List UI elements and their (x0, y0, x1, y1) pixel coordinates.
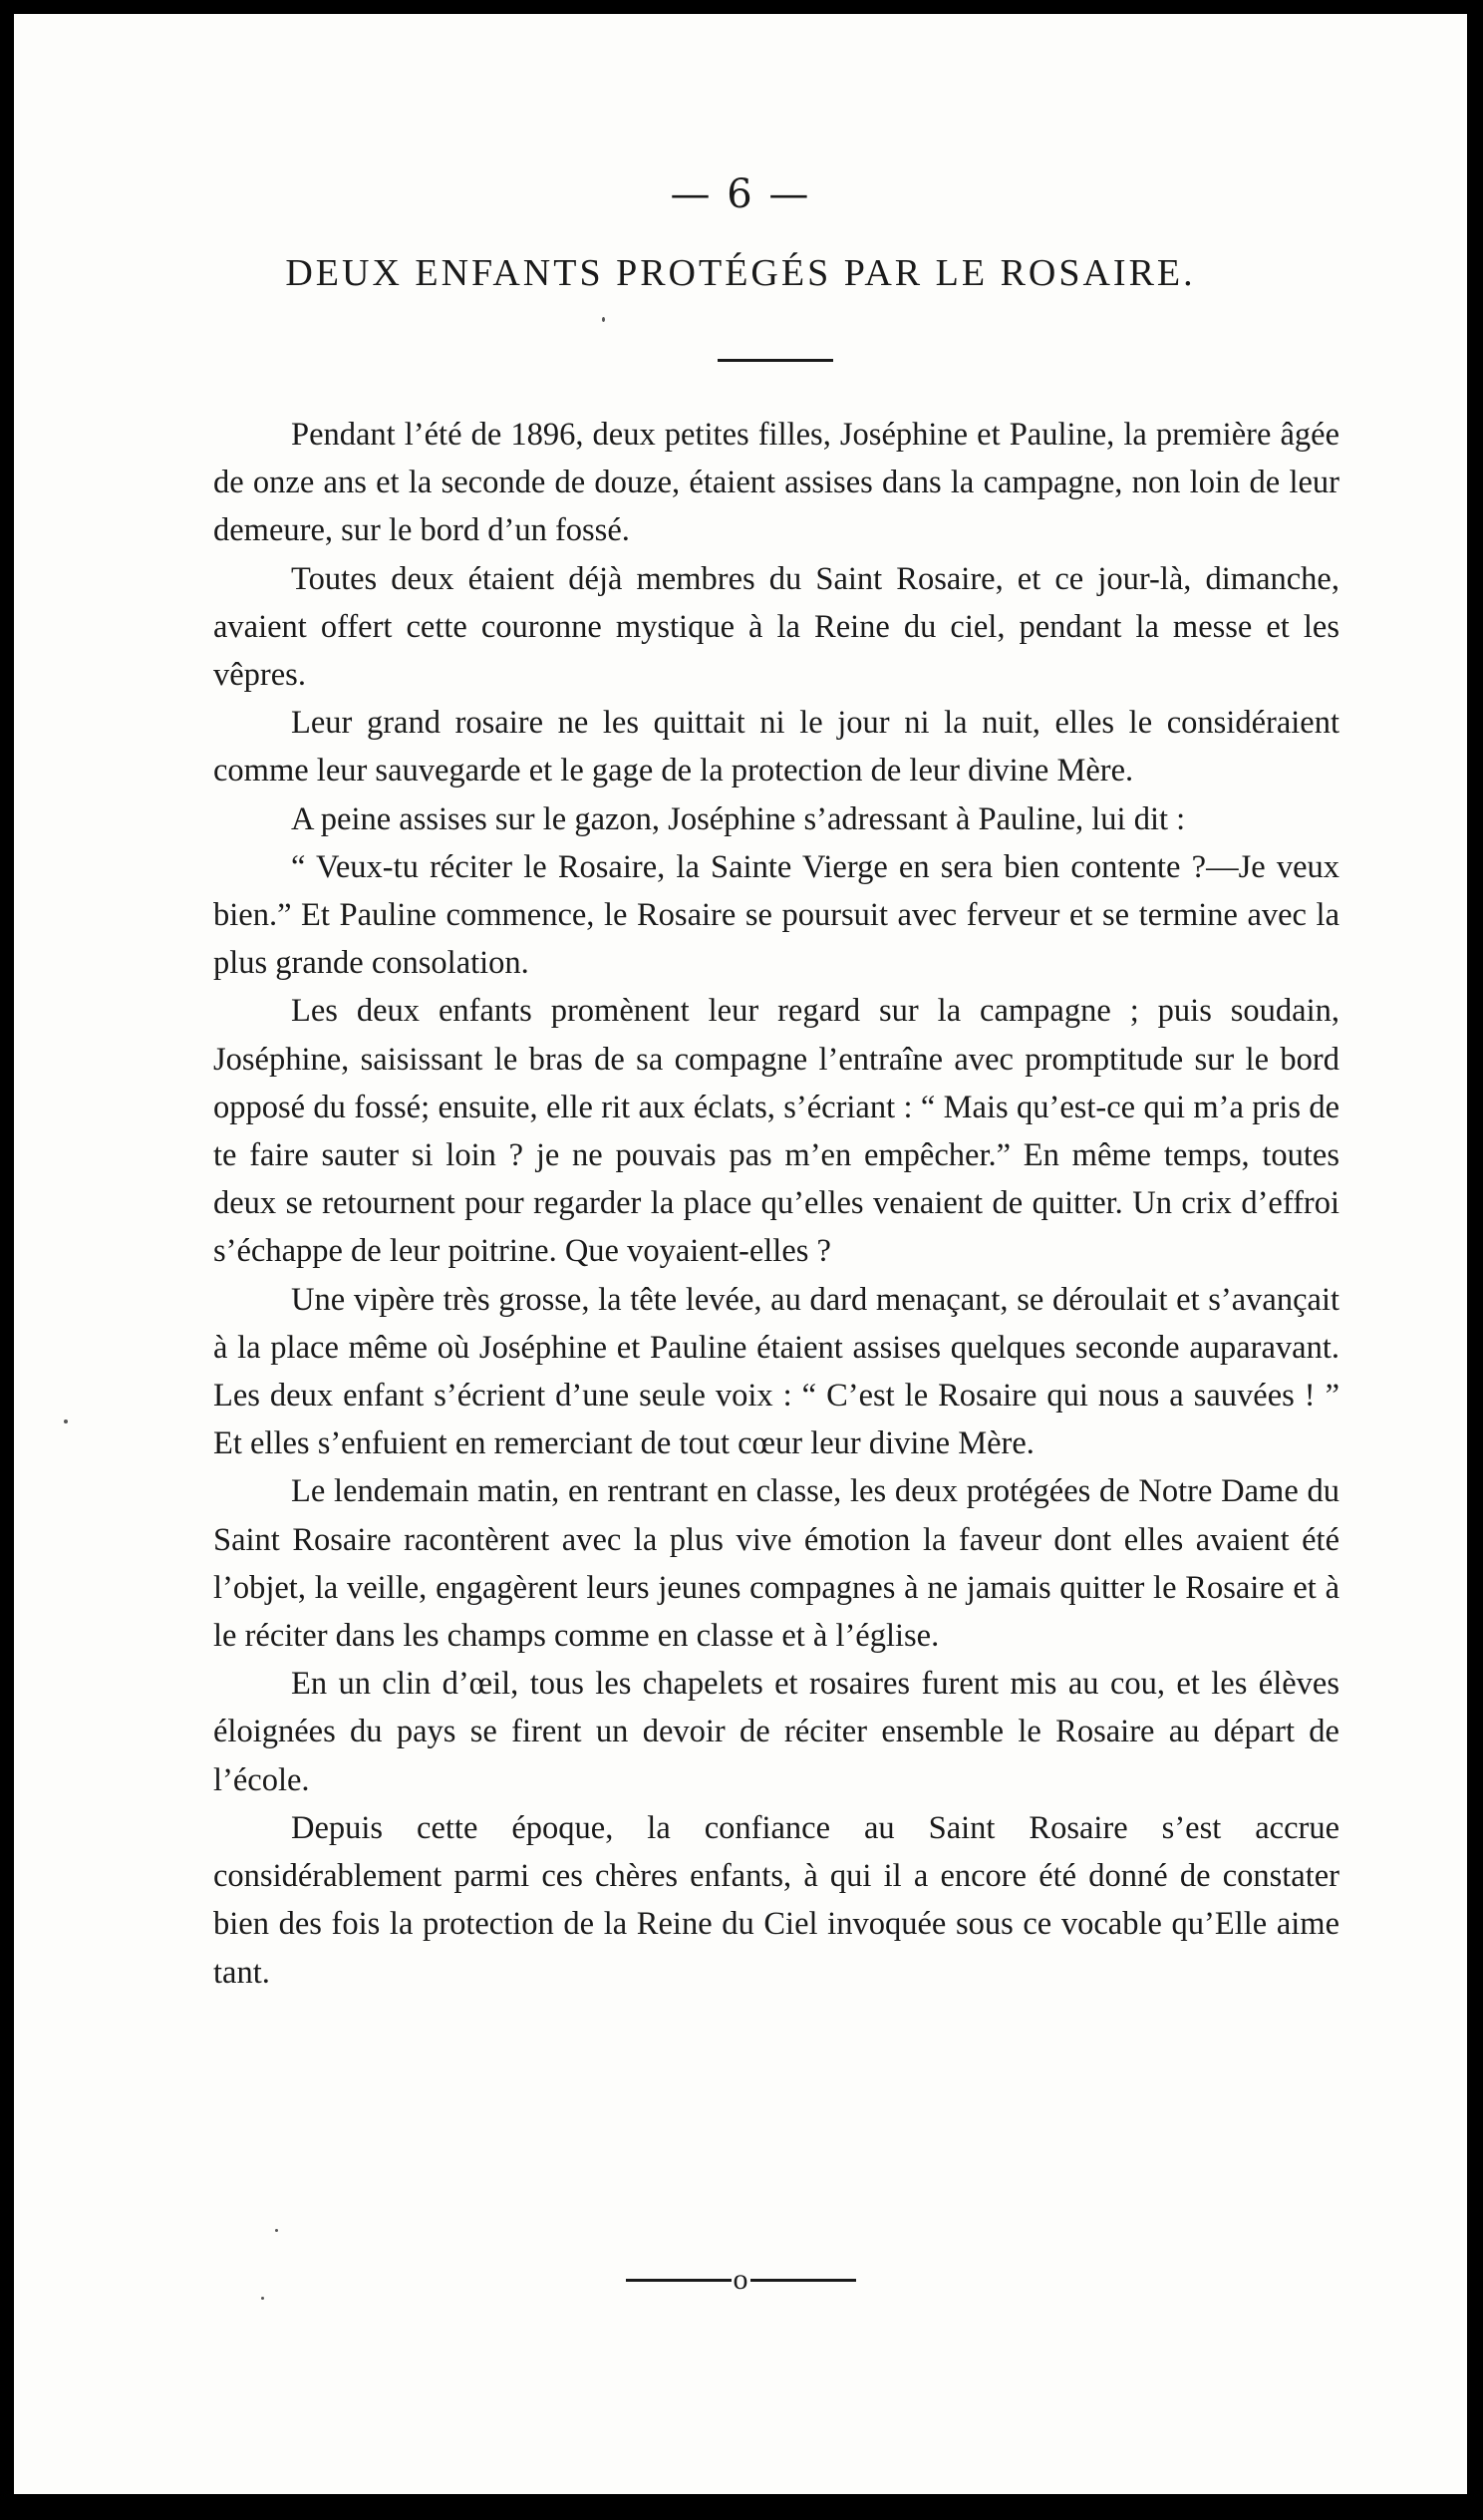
paragraph: Les deux enfants promènent leur regard sur la campagne ; puis soudain, Joséphine, saisissant le bras de sa compagne l’entraîne avec promptitude sur le bord opposé du fossé; ensuite, elle rit aux éclats, s’écriant : “ Mais qu’est-ce qui m’a pris de te faire sauter si loin ? je ne pouvais pas m’en empêcher.” En même temps, toutes deux se retournent pour regarder la place qu’elles venaient de quitter. Un crix d’effroi s’échappe de leur poitrine. Que voyaient-elles ? (213, 993, 1339, 1270)
book-page (14, 14, 1467, 2494)
page-number: — 6 — (670, 171, 811, 217)
paragraph: Le lendemain matin, en rentrant en classe, les deux protégées de Notre Dame du Saint Rosaire racontèrent avec la plus vive émotion la faveur dont elles avaient été l’objet, la veille, engagèrent leurs jeunes compagnes à ne jamais quitter le Rosaire et à le réciter dans les champs comme en classe et à l’église. (213, 1473, 1339, 1655)
chapter-title: DEUX ENFANTS PROTÉGÉS PAR LE ROSAIRE. (285, 252, 1196, 294)
paragraph: En un clin d’œil, tous les chapelets et rosaires furent mis au cou, et les élèves éloignées du pays se firent un devoir de réciter ensemble le Rosaire au départ de l’école. (213, 1666, 1339, 1798)
scan-speck (64, 1419, 68, 1423)
paragraph: Pendant l’été de 1896, deux petites filles, Joséphine et Pauline, la première âgée de onze ans et la seconde de douze, étaient assises dans la campagne, non loin de leur demeure, sur le bord d’un fossé. (213, 417, 1339, 549)
paragraph: Depuis cette époque, la confiance au Saint Rosaire s’est accrue considérablement parmi ces chères enfants, à qui il a encore été donné de constater bien des fois la protection de la Reine du Ciel invoquée sous ce vocable qu’Elle aime tant. (213, 1809, 1339, 1991)
paragraph: Toutes deux étaient déjà membres du Saint Rosaire, et ce jour-là, dimanche, avaient offert cette couronne mystique à la Reine du ciel, pendant la messe et les vêpres. (213, 560, 1339, 694)
title-divider-rule (718, 359, 833, 362)
end-ornament (14, 2263, 1467, 2303)
paragraph: Une vipère très grosse, la tête levée, au dard menaçant, se déroulait et s’avançait à la place même où Joséphine et Pauline étaient assises quelques seconde auparavant. Les deux enfant s’écrient d’une seule voix : “ C’est le Rosaire qui nous a sauvées ! ” Et elles s’enfuient en remerciant de tout cœur leur divine Mère. (213, 1281, 1339, 1462)
scan-speck (602, 317, 605, 322)
paragraph: Leur grand rosaire ne les quittait ni le jour ni la nuit, elles le considéraient comme leur sauvegarde et le gage de la protection de leur divine Mère. (213, 705, 1339, 789)
ornament-circle: o (733, 2263, 748, 2296)
paragraph: “ Veux-tu réciter le Rosaire, la Sainte Vierge en sera bien contente ?—Je veux bien.” Et Pauline commence, le Rosaire se poursuit avec ferveur et se termine avec la plus grande consolation. (213, 848, 1339, 982)
ornament-line-left (626, 2279, 732, 2282)
paragraph: A peine assises sur le gazon, Joséphine s’adressant à Pauline, lui dit : (291, 800, 1186, 837)
ornament-line-right (750, 2279, 856, 2282)
body-text (213, 411, 1339, 1997)
scan-speck (275, 2229, 278, 2232)
scan-speck (261, 2297, 264, 2300)
